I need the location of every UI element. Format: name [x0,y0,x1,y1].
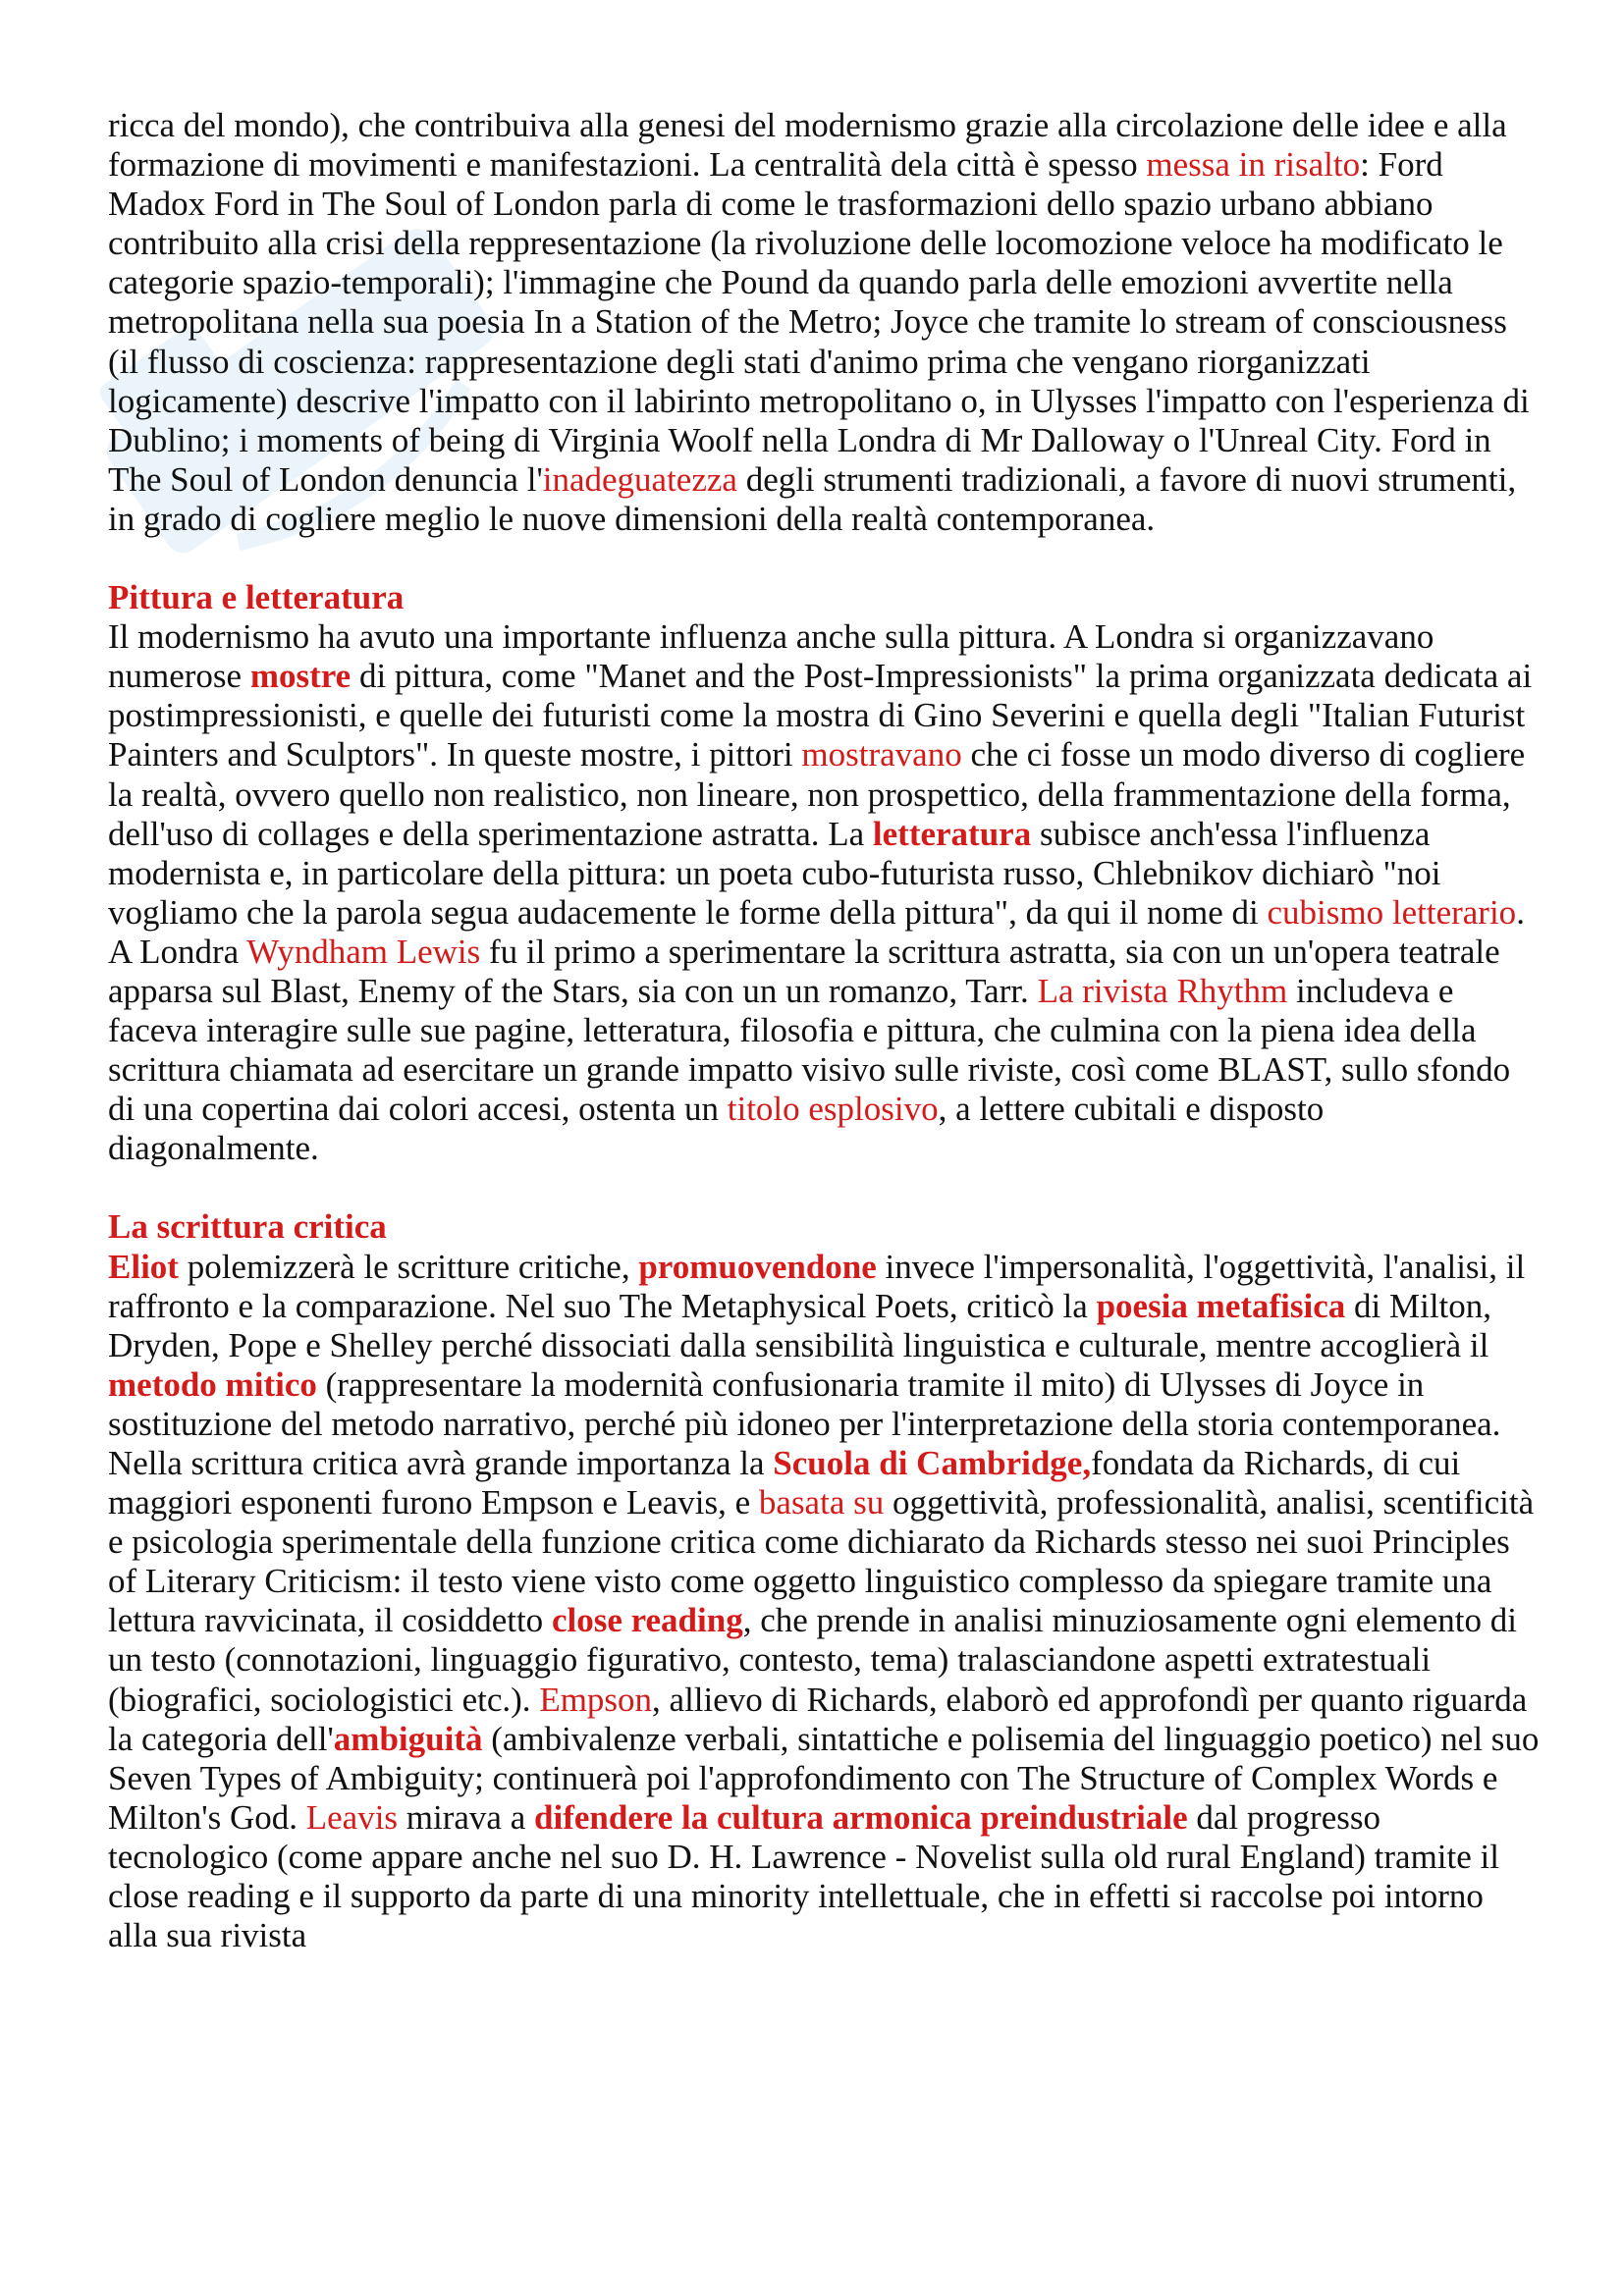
highlighted-phrase: basata su [758,1483,885,1522]
text-run: includeva e faceva interagire sulle sue pagine, letteratura, filosofia e pittura, che culmina con la piena idea della scrittura chiamata ad esercitare un grande impatto visivo sulle riviste, così come BLAST, sullo sfondo di una copertina dai colori accesi, ostenta un [108,971,1511,1129]
text-run: oggettività, professionalità, analisi, scentificità e psicologia sperimentale della funzione critica come dichiarato da Richards stesso nei suoi Principles of Literary Criticism: il testo viene visto come oggetto linguistico complesso da spiegare tramite una lettura ravvicinata, il cosiddetto [108,1483,1535,1640]
highlighted-phrase: messa in risalto [1146,145,1361,185]
heading-scrittura-critica: La scrittura critica [108,1207,387,1247]
highlighted-phrase: ambiguità [333,1719,483,1758]
text-run: fu il primo a sperimentare la scrittura astratta, sia con un un'opera teatrale apparsa sul Blast, Enemy of the Stars, sia con un un romanzo, Tarr. [108,932,1500,1010]
highlighted-phrase: Scuola di Cambridge, [773,1444,1092,1482]
text-run: degli strumenti tradizionali, a favore di nuovi strumenti, in grado di cogliere meglio le nuove dimensioni della realtà contemporanea. [108,459,1517,538]
text-run: , che prende in analisi minuziosamente ogni elemento di un testo (connotazioni, linguaggio figurativo, contesto, tema) tralasciandone aspetti extratestuali (biografici, sociologistici etc.). [108,1601,1517,1719]
highlighted-phrase: close reading [551,1601,743,1640]
highlighted-phrase: Empson [539,1680,653,1719]
paragraph-pittura [108,617,1542,1168]
highlighted-phrase: metodo mitico [108,1364,317,1404]
heading-pittura-e-letteratura: Pittura e letteratura [108,578,405,617]
paragraph-critica [108,1248,1542,1956]
highlighted-phrase: Wyndham Lewis [246,932,481,971]
text-run: . A Londra [108,892,1525,971]
text-run: , a lettere cubitali e disposto diagonalmente. [108,1090,1325,1168]
text-run: di Milton, Dryden, Pope e Shelley perché dissociati dalla sensibilità linguistica e culturale, mentre accoglierà il [108,1286,1492,1364]
text-run: mirava a [398,1797,535,1837]
text-run: ricca del mondo), che contribuiva alla genesi del modernismo grazie alla circolazione delle idee e alla formazione di movimenti e manifestazioni. La centralità dela città è spesso [108,106,1507,185]
highlighted-phrase: La rivista Rhythm [1037,971,1288,1010]
text-run: , allievo di Richards, elaborò ed approfondì per quanto riguarda la categoria dell' [108,1680,1528,1758]
document-page [108,106,1542,1955]
highlighted-phrase: inadeguatezza [542,459,737,499]
highlighted-phrase: poesia metafisica [1096,1286,1346,1325]
text-run: che ci fosse un modo diverso di cogliere la realtà, ovvero quello non realistico, non lineare, non prospettico, della frammentazione della forma, dell'uso di collages e della sperimentazione astratta. La [108,735,1526,853]
highlighted-phrase: mostre [249,657,352,696]
text-run: (ambivalenze verbali, sintattiche e polisemia del linguaggio poetico) nel suo Seven Types of Ambiguity; continuerà poi l'approfondimento con The Structure of Complex Words e Milton's God. [108,1719,1540,1837]
text-run: (rappresentare la modernità confusionaria tramite il mito) di Ulysses di Joyce in sostituzione del metodo narrativo, perché più idoneo per l'interpretazione della storia contemporanea. Nella scrittura critica avrà grande importanza la [108,1364,1501,1482]
text-run: polemizzerà le scritture critiche, [178,1247,639,1286]
highlighted-phrase: cubismo letterario [1267,892,1517,932]
highlighted-phrase: titolo esplosivo [727,1090,939,1129]
text-run: di pittura, come "Manet and the Post-Impressionists" la prima organizzata dedicata ai postimpressionisti, e quelle dei futuristi come la mostra di Gino Severini e quella degli "Italian Futurist Painters and Sculptors". In queste mostre, i pittori [108,657,1533,774]
highlighted-phrase: Leavis [305,1797,399,1837]
text-run: dal progresso tecnologico (come appare anche nel suo D. H. Lawrence - Novelist sulla old rural England) tramite il close reading e il supporto da parte di una minority intellettuale, che in effetti si raccolse poi intorno alla sua rivista [108,1797,1499,1955]
highlighted-phrase: mostravano [801,735,962,774]
highlighted-phrase: Eliot [108,1247,179,1286]
paragraph-intro [108,106,1542,539]
text-run: invece l'impersonalità, l'oggettività, l'analisi, il raffronto e la comparazione. Nel suo The Metaphysical Poets, criticò la [108,1247,1526,1325]
text-run: : Ford Madox Ford in The Soul of London parla di come le trasformazioni dello spazio urbano abbiano contribuito alla crisi della reppresentazione (la rivoluzione delle locomozione veloce ha modificato le categorie spazio-temporali); l'immagine che Pound da quando parla delle emozioni avvertite nella metropolitana nella sua poesia In a Station of the Metro; Joyce che tramite lo stream of consciousness (il flusso di coscienza: rappresentazione degli stati d'animo prima che vengano riorganizzati logicamente) descrive l'impatto con il labirinto metropolitano o, in Ulysses l'impatto con l'esperienza di Dublino; i moments of being di Virginia Woolf nella Londra di Mr Dalloway o l'Unreal City. Ford in The Soul of London denuncia l' [108,145,1530,499]
text-run: subisce anch'essa l'influenza modernista e, in particolare della pittura: un poeta cubo-futurista russo, Chlebnikov dichiarò "noi vogliamo che la parola segua audacemente le forme della pittura", da qui il nome di [108,814,1441,932]
text-run: fondata da Richards, di cui maggiori esponenti furono Empson e Leavis, e [108,1444,1461,1522]
highlighted-phrase: letteratura [872,814,1032,853]
text-run: Il modernismo ha avuto una importante influenza anche sulla pittura. A Londra si organizzavano numerose [108,617,1434,696]
highlighted-phrase: promuovendone [638,1247,877,1286]
highlighted-phrase: difendere la cultura armonica preindustriale [534,1797,1188,1837]
